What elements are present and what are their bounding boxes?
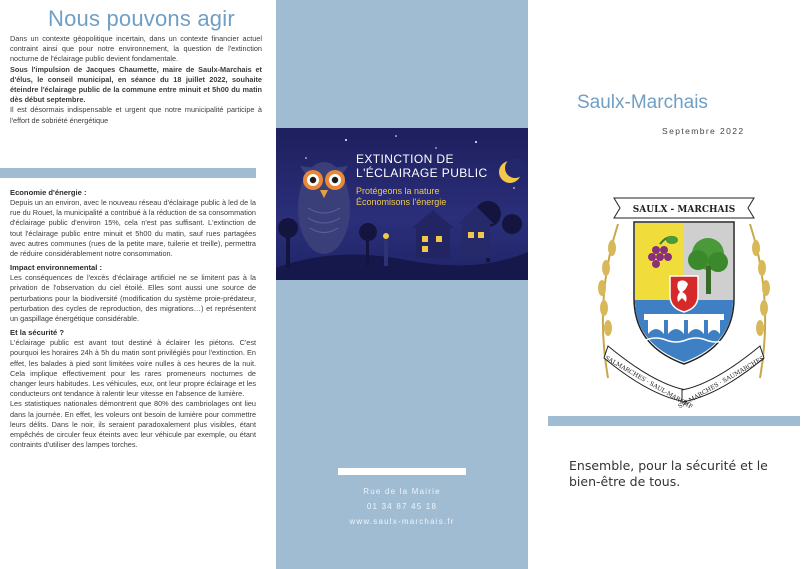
crest-ribbon-right: SALMARCHES · SAUMARCHES (676, 355, 766, 408)
section-heading-environment: Impact environnemental : (10, 263, 102, 273)
lion-shield-icon (670, 276, 698, 312)
right-divider-band (548, 416, 800, 426)
poster-title-line1: EXTINCTION DE (356, 152, 454, 166)
slogan: Ensemble, pour la sécurité et le bien-être de tous. (569, 458, 768, 489)
section-heading-security: Et la sécurité ? (10, 328, 65, 338)
section-text-security: L'éclairage public est avant tout destiné à éclairer les piétons. C'est pourquoi les horaires 24h à 5h du matin sont privilégiés pour l'extinction. En effet, les balades à pied sont limitées voire nulles à ces heures de la nuit. Cela implique effectivement pour les rares promeneurs nocturnes de changer leurs habitudes. Les véhicules, eux, ont leur propre éclairage et les conducteurs ont tendance à ralentir leur vitesse en l'absence de lumière. (10, 338, 256, 399)
section-text-statistics: Les statistiques nationales démontrent que 80% des cambriolages ont lieu dans la journée. En effet, les voleurs ont besoin de lumière pour commettre leurs délits. Dans le noir, ils seraient paradoxalement plus visibles, étant empêchés de circuler feux éteints avec leur véhicule par exemple, ou étant contraints d'utiliser des lampes torches. (10, 399, 256, 450)
contact-block (276, 468, 528, 532)
coat-of-arms-illustration (594, 178, 774, 408)
contact-address: Rue de la Mairie (363, 487, 441, 496)
poster-sub-line1: Protégeons la nature (356, 186, 440, 196)
section-text-environment: Les conséquences de l'excès d'éclairage artificiel ne se limitent pas à la privation de l'observation du ciel étoilé. Elles sont aussi une source de perturbations pour la biodiversité (modification du système proie-prédateur, perturbation des cycles de reproduction, des migrations…) et représentent un gaspillage énergétique considérable. (10, 273, 256, 324)
sections (10, 184, 256, 450)
house-icon (412, 210, 454, 258)
decision-paragraph: Sous l'impulsion de Jacques Chaumette, maire de Saulx-Marchais et d'élus, le conseil municipal, en séance du 18 juillet 2022, souhaite éteindre l'éclairage public de la commune entre minuit et 5h00 du matin dès début septembre. (10, 64, 262, 105)
poster-sub-line2: Économisons l'énergie (356, 197, 447, 207)
left-divider-band (0, 168, 256, 178)
urgency-paragraph: Il est désormais indispensable et urgent que notre municipalité participe à l'effort de sobriété énergétique (10, 105, 262, 125)
section-heading-energy: Economie d'énergie : (10, 188, 87, 197)
moon-icon (499, 158, 525, 183)
poster-subtitle (356, 186, 446, 208)
contact-website[interactable]: www.saulx-marchais.fr (349, 517, 455, 526)
contact-phone[interactable]: 01 34 87 45 18 (366, 502, 438, 511)
poster-image (276, 128, 528, 280)
left-panel (0, 0, 270, 569)
owl-icon (298, 162, 350, 254)
crest-ribbon-left: SALMARCHES · SAUL-MARCHE (603, 354, 694, 408)
contact-divider-bar (338, 468, 466, 475)
publication-date: Septembre 2022 (662, 126, 745, 136)
poster-title (356, 152, 488, 180)
middle-panel (276, 0, 528, 569)
right-panel (532, 0, 802, 569)
coat-of-arms (594, 178, 774, 408)
section-text-energy: Depuis un an environ, avec le nouveau réseau d'éclairage public à led de la rue du Rouet, la municipalité a contribué à la réduction de sa consommation d'éclairage public d'environ 15%, cela n'est pas suffisant. L'extinction de tout l'éclairage public entre minuit et 5h00 du matin, sauf rues partagées avec autres communes (rues de la petite mare, tuilerie et treille), permettra de réduire considérablement notre consommation. (10, 198, 256, 259)
page-title: Nous pouvons agir (48, 6, 235, 31)
town-name: Saulx-Marchais (577, 92, 708, 113)
crest-top-label: SAULX - MARCHAIS (632, 205, 736, 215)
poster-title-line2: L'ÉCLAIRAGE PUBLIC (356, 166, 488, 180)
intro-paragraph: Dans un contexte géopolitique incertain, dans un contexte financier actuel contraint ainsi que pour notre environnement, la question de l'extinction nocturne de l'éclairage public devient fondamentale. (10, 34, 262, 64)
